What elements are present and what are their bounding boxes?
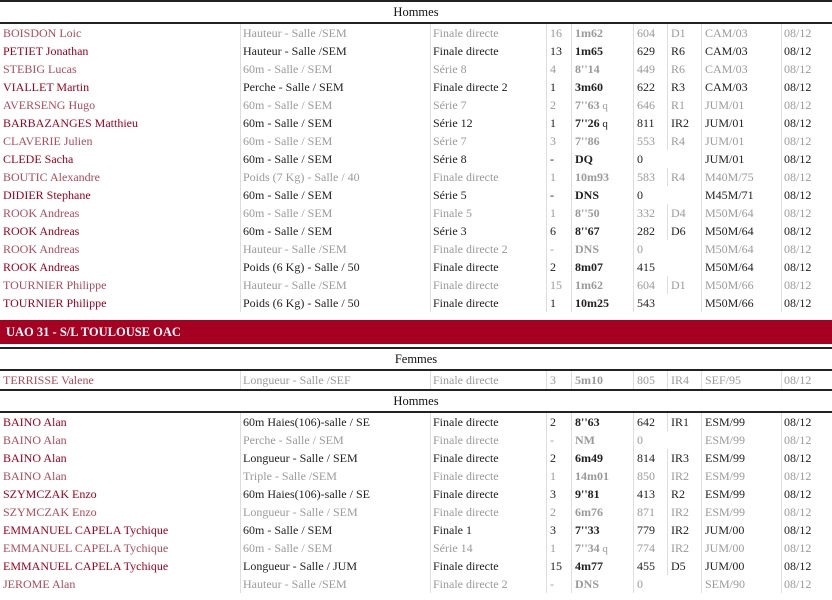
points-cell: 0 [633, 575, 665, 593]
category-cell: ESM/99 [701, 467, 777, 485]
round-cell: Finale directe [430, 371, 545, 389]
round-cell: Finale directe [430, 485, 545, 503]
place-cell: 13 [546, 42, 568, 60]
result-row [0, 449, 832, 467]
athlete-name-link[interactable]: SZYMCZAK Enzo [3, 487, 97, 501]
points-cell: 0 [633, 240, 665, 258]
round-cell: Finale directe [430, 42, 545, 60]
category-cell: ESM/99 [701, 503, 777, 521]
event-cell: 60m - Salle / SEM [240, 60, 429, 78]
round-cell: Série 7 [430, 132, 545, 150]
performance-cell: 7''34 q [571, 539, 631, 558]
performance-cell: 7''63 q [571, 96, 631, 115]
performance-cell: 8''14 [571, 60, 631, 78]
points-cell: 622 [633, 78, 665, 96]
result-row [0, 150, 832, 168]
level-cell: R4 [667, 132, 699, 150]
event-cell: 60m - Salle / SEM [240, 150, 429, 168]
event-cell: Hauteur - Salle /SEM [240, 240, 429, 258]
qualified-suffix: q [599, 100, 608, 112]
place-cell: - [546, 240, 568, 258]
result-row [0, 557, 832, 575]
date-cell: 08/12 [781, 485, 824, 503]
category-cell: M50M/64 [701, 258, 777, 276]
result-row [0, 485, 832, 503]
category-cell: CAM/03 [701, 60, 777, 78]
result-row [0, 258, 832, 276]
date-cell: 08/12 [781, 521, 824, 539]
points-cell: 642 [633, 413, 665, 431]
date-cell: 08/12 [781, 539, 824, 557]
performance-cell: 1m62 [571, 276, 631, 294]
round-cell: Finale directe [430, 413, 545, 431]
category-cell: CAM/03 [701, 42, 777, 60]
athlete-name-link[interactable]: PETIET Jonathan [3, 44, 89, 58]
event-cell: Longueur - Salle / SEM [240, 503, 429, 521]
gender-section-title: Femmes [0, 349, 832, 371]
date-cell: 08/12 [781, 24, 824, 42]
performance-cell: DQ [571, 150, 631, 168]
points-cell: 543 [633, 294, 665, 312]
event-cell: 60m - Salle / SEM [240, 132, 429, 150]
place-cell: 2 [546, 258, 568, 276]
round-cell: Finale directe [430, 258, 545, 276]
performance-cell: 3m60 [571, 78, 631, 96]
performance-cell: 4m77 [571, 557, 631, 575]
points-cell: 583 [633, 168, 665, 186]
place-cell: 15 [546, 276, 568, 294]
event-cell: 60m - Salle / SEM [240, 114, 429, 132]
level-cell: R1 [667, 96, 699, 114]
points-cell: 0 [633, 186, 665, 204]
place-cell: 2 [546, 96, 568, 114]
category-cell: CAM/03 [701, 78, 777, 96]
date-cell: 08/12 [781, 276, 824, 294]
athlete-name-link[interactable]: BAINO Alan [3, 433, 67, 447]
result-row [0, 168, 832, 186]
round-cell: Série 8 [430, 60, 545, 78]
round-cell: Finale directe [430, 467, 545, 485]
place-cell: 6 [546, 222, 568, 240]
place-cell: 3 [546, 521, 568, 539]
level-cell: IR2 [667, 539, 699, 557]
date-cell: 08/12 [781, 240, 824, 258]
date-cell: 08/12 [781, 60, 824, 78]
level-cell: IR1 [667, 413, 699, 431]
date-cell: 08/12 [781, 575, 824, 593]
event-cell: 60m - Salle / SEM [240, 96, 429, 114]
event-cell: Longueur - Salle /SEF [240, 371, 429, 389]
athlete-name-link[interactable]: AVERSENG Hugo [3, 98, 96, 112]
points-cell: 779 [633, 521, 665, 539]
level-cell: D6 [667, 222, 699, 240]
points-cell: 0 [633, 150, 665, 168]
points-cell: 871 [633, 503, 665, 521]
round-cell: Finale directe [430, 24, 545, 42]
level-cell: D1 [667, 24, 699, 42]
round-cell: Série 7 [430, 96, 545, 114]
performance-cell: 7''33 [571, 521, 631, 539]
athlete-name-link[interactable]: STEBIG Lucas [3, 62, 77, 76]
round-cell: Finale directe [430, 557, 545, 575]
date-cell: 08/12 [781, 449, 824, 467]
level-cell: R6 [667, 60, 699, 78]
athlete-name-link[interactable]: TERRISSE Valene [3, 373, 94, 387]
level-cell: IR2 [667, 521, 699, 539]
athlete-name-link[interactable]: TOURNIER Philippe [3, 278, 107, 292]
event-cell: Poids (7 Kg) - Salle / 40 [240, 168, 429, 186]
event-cell: Longueur - Salle / JUM [240, 557, 429, 575]
athlete-name-link[interactable]: BAINO Alan [3, 469, 67, 483]
performance-cell: 14m01 [571, 467, 631, 485]
date-cell: 08/12 [781, 467, 824, 485]
points-cell: 449 [633, 60, 665, 78]
event-cell: Triple - Salle /SEM [240, 467, 429, 485]
athlete-name-link[interactable]: ROOK Andreas [3, 242, 80, 256]
date-cell: 08/12 [781, 204, 824, 222]
points-cell: 455 [633, 557, 665, 575]
place-cell: 1 [546, 467, 568, 485]
athlete-name-link[interactable]: EMMANUEL CAPELA Tychique [3, 559, 169, 573]
points-cell: 814 [633, 449, 665, 467]
date-cell: 08/12 [781, 96, 824, 114]
performance-cell: 7''86 [571, 132, 631, 150]
place-cell: - [546, 575, 568, 593]
points-cell: 604 [633, 276, 665, 294]
date-cell: 08/12 [781, 168, 824, 186]
performance-cell: DNS [571, 240, 631, 258]
points-cell: 0 [633, 431, 665, 449]
category-cell: JUM/01 [701, 150, 777, 168]
category-cell: M50M/64 [701, 204, 777, 222]
result-row [0, 413, 832, 431]
category-cell: M50M/66 [701, 294, 777, 312]
date-cell: 08/12 [781, 222, 824, 240]
performance-cell: 7''26 q [571, 114, 631, 133]
result-row [0, 371, 832, 389]
event-cell: Hauteur - Salle /SEM [240, 276, 429, 294]
performance-cell: 8m07 [571, 258, 631, 276]
athlete-name-link[interactable]: EMMANUEL CAPELA Tychique [3, 523, 169, 537]
place-cell: 1 [546, 114, 568, 132]
category-cell: ESM/99 [701, 413, 777, 431]
performance-cell: 6m76 [571, 503, 631, 521]
date-cell: 08/12 [781, 294, 824, 312]
place-cell: 3 [546, 371, 568, 389]
result-row [0, 24, 832, 42]
place-cell: 3 [546, 132, 568, 150]
date-cell: 08/12 [781, 258, 824, 276]
category-cell: JUM/01 [701, 132, 777, 150]
result-row [0, 222, 832, 240]
place-cell: 1 [546, 539, 568, 557]
athlete-name-link[interactable]: SZYMCZAK Enzo [3, 505, 97, 519]
level-cell: IR3 [667, 449, 699, 467]
place-cell: 4 [546, 60, 568, 78]
round-cell: Finale directe 2 [430, 78, 545, 96]
place-cell: 2 [546, 503, 568, 521]
category-cell: M50M/64 [701, 222, 777, 240]
round-cell: Série 8 [430, 150, 545, 168]
round-cell: Finale directe 2 [430, 575, 545, 593]
category-cell: M45M/71 [701, 186, 777, 204]
level-cell: R4 [667, 168, 699, 186]
date-cell: 08/12 [781, 431, 824, 449]
points-cell: 604 [633, 24, 665, 42]
performance-cell: 10m25 [571, 294, 631, 312]
category-cell: JUM/01 [701, 114, 777, 132]
event-cell: 60m Haies(106)-salle / SE [240, 413, 429, 431]
result-row [0, 96, 832, 114]
level-cell: IR2 [667, 114, 699, 132]
result-row [0, 294, 832, 312]
level-cell: D1 [667, 276, 699, 294]
date-cell: 08/12 [781, 186, 824, 204]
category-cell: ESM/99 [701, 449, 777, 467]
place-cell: - [546, 431, 568, 449]
date-cell: 08/12 [781, 557, 824, 575]
performance-cell: 1m62 [571, 24, 631, 42]
round-cell: Finale directe [430, 431, 545, 449]
place-cell: 2 [546, 413, 568, 431]
level-cell: R3 [667, 78, 699, 96]
category-cell: JUM/00 [701, 521, 777, 539]
points-cell: 811 [633, 114, 665, 132]
event-cell: Perche - Salle / SEM [240, 431, 429, 449]
level-cell: D4 [667, 204, 699, 222]
category-cell: SEF/95 [701, 371, 777, 389]
level-cell: R2 [667, 485, 699, 503]
event-cell: Hauteur - Salle /SEM [240, 24, 429, 42]
performance-cell: 8''63 [571, 413, 631, 431]
points-cell: 850 [633, 467, 665, 485]
event-cell: 60m - Salle / SEM [240, 204, 429, 222]
result-row [0, 276, 832, 294]
round-cell: Finale directe [430, 449, 545, 467]
performance-cell: 5m10 [571, 371, 631, 389]
points-cell: 805 [633, 371, 665, 389]
event-cell: 60m - Salle / SEM [240, 222, 429, 240]
athlete-name-link[interactable]: JEROME Alan [3, 577, 76, 591]
category-cell: M50M/66 [701, 276, 777, 294]
event-cell: Longueur - Salle / SEM [240, 449, 429, 467]
athlete-name-link[interactable]: TOURNIER Philippe [3, 296, 107, 310]
event-cell: Perche - Salle / SEM [240, 78, 429, 96]
level-cell: D5 [667, 557, 699, 575]
place-cell: 3 [546, 485, 568, 503]
athlete-name-link[interactable]: BARBAZANGES Matthieu [3, 116, 138, 130]
place-cell: 1 [546, 78, 568, 96]
points-cell: 646 [633, 96, 665, 114]
place-cell: - [546, 150, 568, 168]
athlete-name-link[interactable]: DIDIER Stephane [3, 188, 91, 202]
category-cell: JUM/01 [701, 96, 777, 114]
result-row [0, 575, 832, 593]
category-cell: CAM/03 [701, 24, 777, 42]
points-cell: 629 [633, 42, 665, 60]
date-cell: 08/12 [781, 132, 824, 150]
points-cell: 774 [633, 539, 665, 557]
athlete-name-link[interactable]: EMMANUEL CAPELA Tychique [3, 541, 169, 555]
place-cell: 16 [546, 24, 568, 42]
points-cell: 413 [633, 485, 665, 503]
round-cell: Finale 1 [430, 521, 545, 539]
round-cell: Série 12 [430, 114, 545, 132]
place-cell: - [546, 186, 568, 204]
event-cell: 60m - Salle / SEM [240, 186, 429, 204]
round-cell: Finale 5 [430, 204, 545, 222]
performance-cell: 8''67 [571, 222, 631, 240]
round-cell: Série 5 [430, 186, 545, 204]
athlete-name-link[interactable]: CLEDE Sacha [3, 152, 74, 166]
athlete-name-link[interactable]: CLAVERIE Julien [3, 134, 93, 148]
result-row [0, 60, 832, 78]
result-row [0, 78, 832, 96]
athlete-name-link[interactable]: BAINO Alan [3, 451, 67, 465]
place-cell: 1 [546, 294, 568, 312]
qualified-suffix: q [599, 543, 608, 555]
round-cell: Finale directe [430, 276, 545, 294]
result-row [0, 42, 832, 60]
level-cell: IR4 [667, 371, 699, 389]
result-row [0, 539, 832, 557]
performance-cell: DNS [571, 575, 631, 593]
performance-cell: 10m93 [571, 168, 631, 186]
round-cell: Série 14 [430, 539, 545, 557]
points-cell: 553 [633, 132, 665, 150]
date-cell: 08/12 [781, 413, 824, 431]
level-cell: IR2 [667, 503, 699, 521]
result-row [0, 521, 832, 539]
category-cell: ESM/99 [701, 431, 777, 449]
athlete-name-link[interactable]: ROOK Andreas [3, 224, 80, 238]
gender-section-title: Hommes [0, 2, 832, 24]
round-cell: Finale directe [430, 503, 545, 521]
athlete-name-link[interactable]: ROOK Andreas [3, 206, 80, 220]
qualified-suffix: q [599, 118, 608, 130]
event-cell: 60m Haies(106)-salle / SE [240, 485, 429, 503]
performance-cell: DNS [571, 186, 631, 204]
points-cell: 415 [633, 258, 665, 276]
date-cell: 08/12 [781, 503, 824, 521]
round-cell: Finale directe [430, 294, 545, 312]
result-row [0, 240, 832, 258]
performance-cell: 1m65 [571, 42, 631, 60]
place-cell: 1 [546, 168, 568, 186]
event-cell: 60m - Salle / SEM [240, 521, 429, 539]
result-row [0, 114, 832, 132]
place-cell: 15 [546, 557, 568, 575]
round-cell: Finale directe [430, 168, 545, 186]
event-cell: 60m - Salle / SEM [240, 539, 429, 557]
points-cell: 282 [633, 222, 665, 240]
result-row [0, 204, 832, 222]
date-cell: 08/12 [781, 114, 824, 132]
club-header: UAO 31 - S/L TOULOUSE OAC [0, 320, 832, 344]
athlete-name-link[interactable]: ROOK Andreas [3, 260, 80, 274]
event-cell: Poids (6 Kg) - Salle / 50 [240, 294, 429, 312]
round-cell: Série 3 [430, 222, 545, 240]
category-cell: SEM/90 [701, 575, 777, 593]
category-cell: M40M/75 [701, 168, 777, 186]
date-cell: 08/12 [781, 78, 824, 96]
athlete-name-link[interactable]: BOUTIC Alexandre [3, 170, 100, 184]
result-row [0, 467, 832, 485]
performance-cell: 6m49 [571, 449, 631, 467]
result-row [0, 132, 832, 150]
result-row [0, 431, 832, 449]
result-row [0, 186, 832, 204]
category-cell: M50M/64 [701, 240, 777, 258]
date-cell: 08/12 [781, 42, 824, 60]
place-cell: 1 [546, 204, 568, 222]
event-cell: Hauteur - Salle /SEM [240, 42, 429, 60]
performance-cell: 8''50 [571, 204, 631, 222]
category-cell: ESM/99 [701, 485, 777, 503]
athlete-name-link[interactable]: BAINO Alan [3, 415, 67, 429]
athlete-name-link[interactable]: BOISDON Loic [3, 26, 82, 40]
event-cell: Hauteur - Salle /SEM [240, 575, 429, 593]
event-cell: Poids (6 Kg) - Salle / 50 [240, 258, 429, 276]
date-cell: 08/12 [781, 371, 824, 389]
level-cell: IR2 [667, 467, 699, 485]
performance-cell: 9''81 [571, 485, 631, 503]
round-cell: Finale directe 2 [430, 240, 545, 258]
place-cell: 2 [546, 449, 568, 467]
performance-cell: NM [571, 431, 631, 449]
gender-section-title: Hommes [0, 391, 832, 413]
category-cell: JUM/00 [701, 539, 777, 557]
points-cell: 332 [633, 204, 665, 222]
athlete-name-link[interactable]: VIALLET Martin [3, 80, 90, 94]
category-cell: JUM/00 [701, 557, 777, 575]
date-cell: 08/12 [781, 150, 824, 168]
level-cell: R6 [667, 42, 699, 60]
result-row [0, 503, 832, 521]
